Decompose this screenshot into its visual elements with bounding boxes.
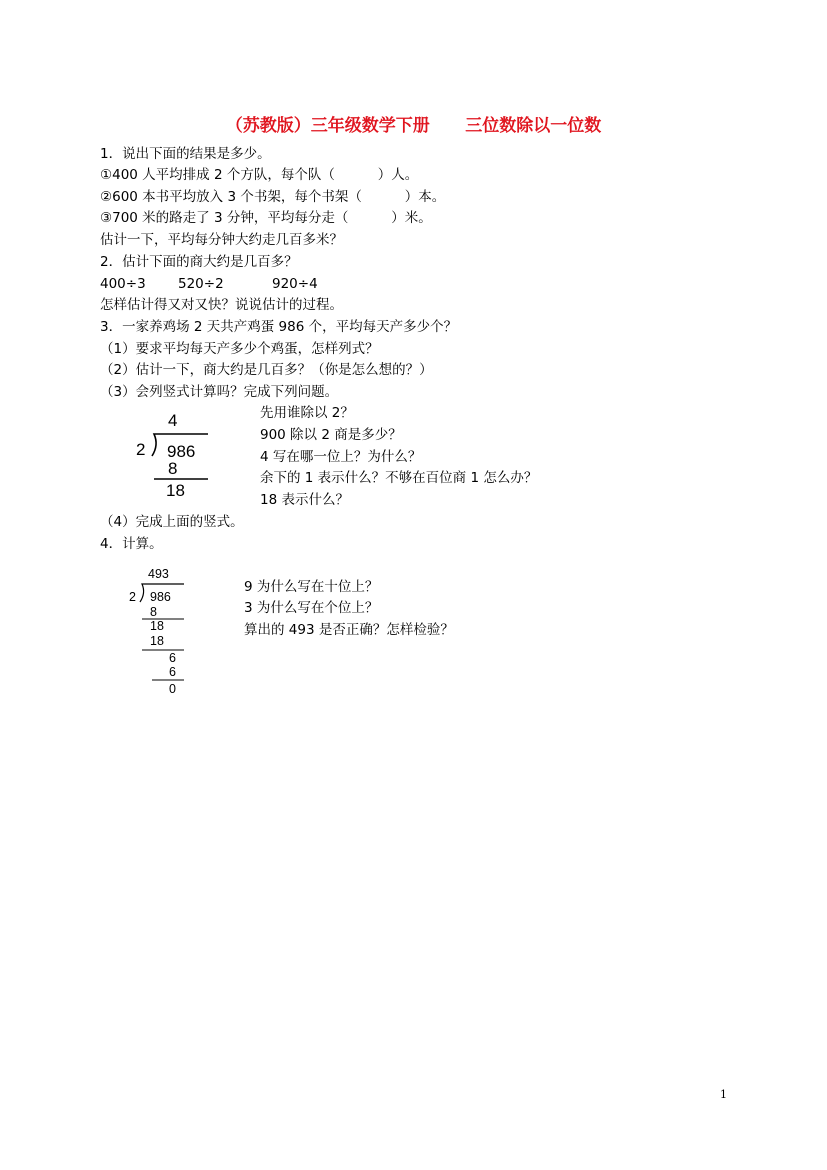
q1-heading: 1．说出下面的结果是多少。 <box>100 146 271 162</box>
q1-followup: 估计一下，平均每分钟大约走几百多米？ <box>100 232 343 248</box>
q3-sub-3: （3）会列竖式计算吗？完成下列问题。 <box>100 384 339 400</box>
q3-question-1: 先用谁除以 2？ <box>260 405 354 421</box>
q3-question-4: 余下的 1 表示什么？不够在百位商 1 怎么办？ <box>260 470 538 486</box>
q2-followup: 怎样估计得又对又快？说说估计的过程。 <box>100 297 343 313</box>
q1-item-3: ③700 米的路走了 3 分钟，平均每分走（ ）米。 <box>100 210 432 226</box>
q3-heading: 3．一家养鸡场 2 天共产鸡蛋 986 个，平均每天产多少个？ <box>100 319 458 335</box>
q2-expression-3: 920÷4 <box>272 276 318 292</box>
q2-expression-2: 520÷2 <box>178 276 224 292</box>
q2-expression-1: 400÷3 <box>100 276 146 292</box>
q3-remainder: 18 <box>166 481 185 500</box>
q3-question-2: 900 除以 2 商是多少？ <box>260 427 402 443</box>
q4-quotient: 493 <box>148 567 169 581</box>
q3-sub-4: （4）完成上面的竖式。 <box>100 514 244 530</box>
q4-question-1: 9 为什么写在十位上？ <box>244 579 379 595</box>
q3-quotient: 4 <box>168 411 178 430</box>
q4-question-2: 3 为什么写在个位上？ <box>244 600 379 616</box>
q3-long-division <box>128 408 218 503</box>
q4-heading: 4．计算。 <box>100 536 163 552</box>
q2-heading: 2．估计下面的商大约是几百多？ <box>100 254 298 270</box>
q3-dividend: 986 <box>167 442 196 461</box>
q4-question-3: 算出的 493 是否正确？怎样检验？ <box>244 622 454 638</box>
q4-long-division <box>126 566 196 698</box>
q1-item-2: ②600 本书平均放入 3 个书架，每个书架（ ）本。 <box>100 189 446 205</box>
q4-step-4: 6 <box>169 651 176 665</box>
q3-sub-2: （2）估计一下，商大约是几百多？（你是怎么想的？） <box>100 362 433 378</box>
q4-divisor: 2 <box>129 590 136 604</box>
q4-step-3: 18 <box>150 634 164 648</box>
page-number: 1 <box>720 1088 727 1101</box>
q4-step-5: 6 <box>169 665 176 679</box>
q4-step-2: 18 <box>150 619 164 633</box>
q3-product: 8 <box>168 459 178 478</box>
q4-step-1: 8 <box>150 605 157 619</box>
q4-step-6: 0 <box>169 682 176 696</box>
q4-dividend: 986 <box>150 590 171 604</box>
page-title: （苏教版）三年级数学下册 三位数除以一位数 <box>225 116 602 136</box>
q3-sub-1: （1）要求平均每天产多少个鸡蛋，怎样列式？ <box>100 341 379 357</box>
q3-question-5: 18 表示什么？ <box>260 492 349 508</box>
q1-item-1: ①400 人平均排成 2 个方队，每个队（ ）人。 <box>100 167 419 183</box>
q3-divisor: 2 <box>136 440 146 459</box>
q3-question-3: 4 写在哪一位上？为什么？ <box>260 449 422 465</box>
